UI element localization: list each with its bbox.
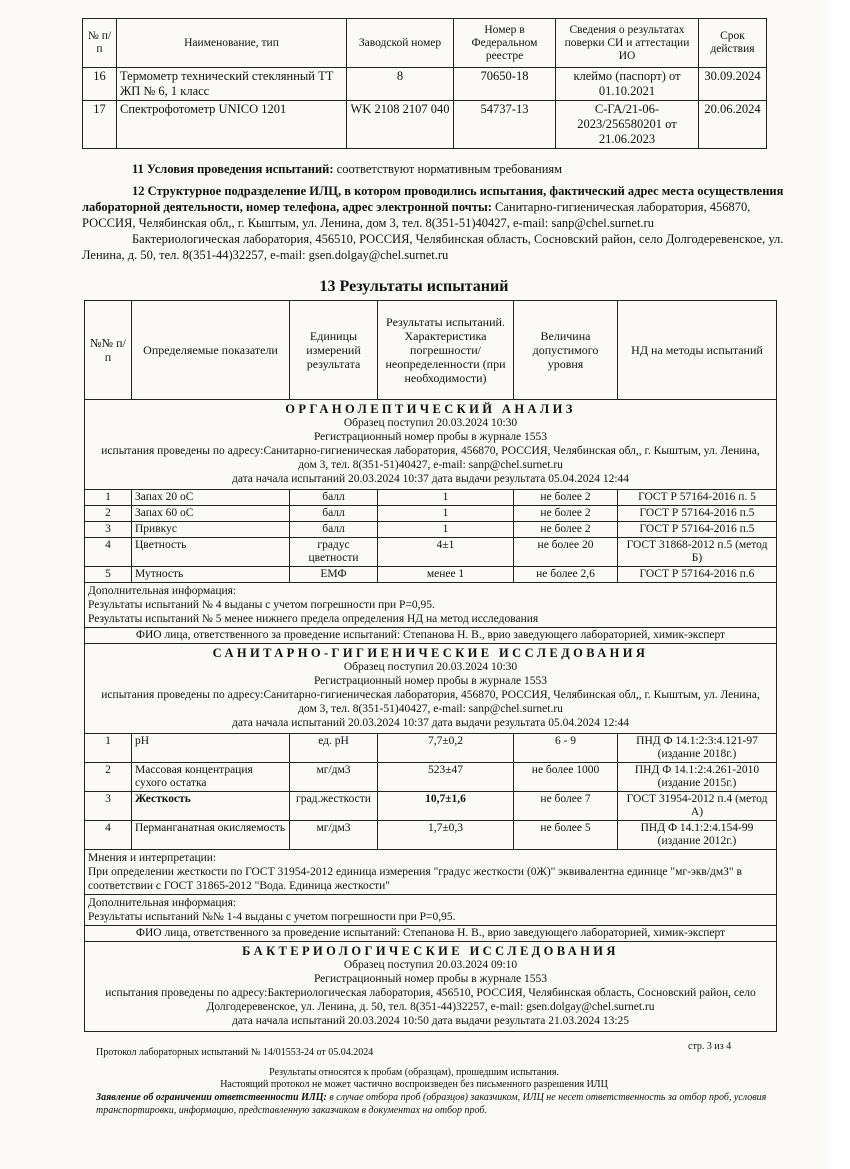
cell: не более 2 [514, 506, 618, 522]
cell: ГОСТ Р 57164-2016 п.6 [618, 567, 777, 583]
cell: 523±47 [378, 763, 514, 792]
equipment-table [82, 18, 767, 149]
table-row [85, 821, 777, 850]
cell: ГОСТ 31868-2012 п.5 (метод Б) [618, 538, 777, 567]
section-11-label: 11 Условия проведения испытаний: [132, 162, 334, 176]
table-row [83, 101, 767, 149]
registration-number: Регистрационный номер пробы в журнале 1553 [313, 431, 548, 443]
table-row [85, 522, 777, 538]
section-12-label: 12 Структурное подразделение ИЛЦ, в котором проводились испытания, фактический адрес места осуществления лабораторной деятельности, номер телефона, адрес электронной почты: [82, 184, 784, 214]
cell: ПНД Ф 14.1:2:4.261-2010 (издание 2015г.) [618, 763, 777, 792]
section-12-lab2: Бактериологическая лаборатория, 456510, РОССИЯ, Челябинская область, Сосновский район, село Долгодеревенское, ул. Ленина, д. 50, тел. 8(351-44)32257, e-mail: gsen.dolgay@chel.surnet.ru [82, 232, 784, 262]
section-bacteriological [85, 942, 777, 1032]
section-title: БАКТЕРИОЛОГИЧЕСКИЕ ИССЛЕДОВАНИЯ [242, 944, 619, 958]
table-row [83, 68, 767, 101]
cell: Перманганатная окисляемость [132, 821, 290, 850]
cell: 8 [347, 68, 454, 101]
info-line: Результаты испытаний №№ 1-4 выданы с учетом погрешности при Р=0,95. [88, 911, 456, 923]
cell: 4±1 [378, 538, 514, 567]
section-title: ОРГАНОЛЕПТИЧЕСКИЙ АНАЛИЗ [285, 402, 576, 416]
cell: 20.06.2024 [699, 101, 767, 149]
cell: ГОСТ 31954-2012 п.4 (метод А) [618, 792, 777, 821]
disclaimer-label: Заявление об ограничении ответственности ИЛЦ: [96, 1092, 327, 1103]
test-dates: дата начала испытаний 20.03.2024 10:50 дата выдачи результата 21.03.2024 13:25 [231, 1015, 630, 1027]
section-sanitary [85, 644, 777, 734]
info-line: Результаты испытаний № 4 выданы с учетом погрешности при Р=0,95. [88, 599, 435, 611]
equipment-table-header [83, 19, 767, 68]
cell: 2 [85, 763, 132, 792]
cell: 4 [85, 538, 132, 567]
cell: Термометр технический стеклянный ТТ ЖП № 6, 1 класс [117, 68, 347, 101]
disclaimer-text: в случае отбора проб (образцов) заказчиком, ИЛЦ не несет ответственность за отбор проб, условия транспортировки, информацию, представленную заказчиком в документах на отбор проб. [96, 1092, 767, 1116]
col-header: Наименование, тип [117, 19, 347, 68]
page-edge [828, 0, 850, 1169]
cell: 7,7±0,2 [378, 734, 514, 763]
info-title: Дополнительная информация: [88, 585, 237, 597]
cell: 3 [85, 522, 132, 538]
sample-received: Образец поступил 20.03.2024 09:10 [343, 959, 518, 971]
cell: 70650-18 [454, 68, 556, 101]
cell: 3 [85, 792, 132, 821]
section-organoleptic [85, 400, 777, 490]
col-header: Величина допустимого уровня [514, 301, 618, 400]
section-12-lab1: Санитарно-гигиеническая лаборатория, 456870, РОССИЯ, Челябинская обл,, г. Кыштым, ул. Ленина, дом 3, тел. 8(351-51)40427, e-mail: sanp@chel.surnet.ru [82, 200, 751, 230]
cell: Привкус [132, 522, 290, 538]
results-title: 13 Результаты испытаний [319, 278, 509, 295]
cell: клеймо (паспорт) от 01.10.2021 [556, 68, 699, 101]
cell: ЕМФ [290, 567, 378, 583]
col-header: Результаты испытаний. Характеристика погрешности/ неопределенности (при необходимости) [378, 301, 514, 400]
cell: 1 [378, 522, 514, 538]
cell: 16 [83, 68, 117, 101]
cell: WK 2108 2107 040 [347, 101, 454, 149]
section-11 [132, 161, 792, 177]
footer-line-2: Настоящий протокол не может частично воспроизведен без письменного разрешения ИЛЦ [220, 1079, 608, 1090]
cell: балл [290, 490, 378, 506]
col-header: № п/п [83, 19, 117, 68]
disclaimer [96, 1091, 808, 1117]
registration-number: Регистрационный номер пробы в журнале 1553 [313, 973, 548, 985]
cell: не более 2 [514, 522, 618, 538]
additional-info [85, 583, 777, 628]
responsible-person [85, 926, 777, 942]
cell: 1 [85, 734, 132, 763]
opinions [85, 850, 777, 895]
test-dates: дата начала испытаний 20.03.2024 10:37 дата выдачи результата 05.04.2024 12:44 [231, 473, 630, 485]
info-title: Дополнительная информация: [88, 897, 237, 909]
table-row [85, 792, 777, 821]
cell: балл [290, 506, 378, 522]
registration-number: Регистрационный номер пробы в журнале 1553 [313, 675, 548, 687]
cell: ед. pH [290, 734, 378, 763]
cell: ПНД Ф 14.1:2:4.154-99 (издание 2012г.) [618, 821, 777, 850]
col-header: Срок действия [699, 19, 767, 68]
cell: ГОСТ Р 57164-2016 п. 5 [618, 490, 777, 506]
additional-info [85, 895, 777, 926]
cell: мг/дм3 [290, 821, 378, 850]
col-header: №№ п/п [85, 301, 132, 400]
table-row [85, 506, 777, 522]
cell: 2 [85, 506, 132, 522]
test-dates: дата начала испытаний 20.03.2024 10:37 дата выдачи результата 05.04.2024 12:44 [231, 717, 630, 729]
results-table-header [85, 301, 777, 400]
cell: Спектрофотометр UNICO 1201 [117, 101, 347, 149]
sample-received: Образец поступил 20.03.2024 10:30 [343, 417, 518, 429]
cell: 6 - 9 [514, 734, 618, 763]
cell: не более 1000 [514, 763, 618, 792]
section-title: САНИТАРНО-ГИГИЕНИЧЕСКИЕ ИССЛЕДОВАНИЯ [212, 646, 649, 660]
cell: Массовая концентрация сухого остатка [132, 763, 290, 792]
col-header: Единицы измерений результата [290, 301, 378, 400]
table-row [85, 538, 777, 567]
cell: град.жесткости [290, 792, 378, 821]
test-address: испытания проведены по адресу:Санитарно-гигиеническая лаборатория, 456870, РОССИЯ, Челябинская обл,, г. Кыштым, ул. Ленина, дом 3, тел. 8(351-51)40427, e-mail: sanp@chel.surnet.ru [101, 689, 760, 715]
cell: 54737-13 [454, 101, 556, 149]
cell: 1 [85, 490, 132, 506]
col-header: Определяемые показатели [132, 301, 290, 400]
cell: менее 1 [378, 567, 514, 583]
cell: С-ГА/21-06-2023/256580201 от 21.06.2023 [556, 101, 699, 149]
cell: не более 5 [514, 821, 618, 850]
section-12 [82, 183, 787, 231]
cell: ГОСТ Р 57164-2016 п.5 [618, 506, 777, 522]
page-number: стр. 3 из 4 [688, 1041, 732, 1052]
cell: 1 [378, 506, 514, 522]
table-row [85, 763, 777, 792]
col-header: Заводской номер [347, 19, 454, 68]
opinion-text: При определении жесткости по ГОСТ 31954-2012 единица измерения "градус жесткости (0Ж)" эквивалентна единице "мг-экв/дм3" в соответствии с ГОСТ 31865-2012 "Вода. Единица жесткости" [88, 866, 742, 892]
col-header: НД на методы испытаний [618, 301, 777, 400]
cell: мг/дм3 [290, 763, 378, 792]
cell: 17 [83, 101, 117, 149]
cell: Мутность [132, 567, 290, 583]
opinion-title: Мнения и интерпретации: [88, 852, 217, 864]
cell: 1,7±0,3 [378, 821, 514, 850]
results-table [84, 300, 777, 1032]
info-line: Результаты испытаний № 5 менее нижнего предела определения НД на метод исследования [88, 613, 539, 625]
fio-text: ФИО лица, ответственного за проведение испытаний: Степанова Н. В., врио заведующего лабораторией, химик-эксперт [85, 628, 777, 644]
responsible-person [85, 628, 777, 644]
footer-line-1: Результаты относятся к пробам (образцам), прошедшим испытания. [269, 1067, 559, 1078]
cell: 5 [85, 567, 132, 583]
cell: Цветность [132, 538, 290, 567]
cell: pH [132, 734, 290, 763]
cell: балл [290, 522, 378, 538]
cell: Запах 60 оС [132, 506, 290, 522]
protocol-number: Протокол лабораторных испытаний № 14/01553-24 от 05.04.2024 [96, 1047, 374, 1058]
cell: 1 [378, 490, 514, 506]
sample-received: Образец поступил 20.03.2024 10:30 [343, 661, 518, 673]
cell: не более 20 [514, 538, 618, 567]
cell: ПНД Ф 14.1:2:3:4.121-97 (издание 2018г.) [618, 734, 777, 763]
test-address: испытания проведены по адресу:Бактериологическая лаборатория, 456510, РОССИЯ, Челябинская область, Сосновский район, село Долгодеревенское, ул. Ленина, д. 50, тел. 8(351-44)32257, e-mail: gsen.dolgay@chel.surnet.ru [105, 987, 756, 1013]
cell: ГОСТ Р 57164-2016 п.5 [618, 522, 777, 538]
cell: Жесткость [132, 792, 290, 821]
table-row [85, 490, 777, 506]
section-11-text: соответствуют нормативным требованиям [336, 162, 563, 176]
cell: не более 2 [514, 490, 618, 506]
fio-text: ФИО лица, ответственного за проведение испытаний: Степанова Н. В., врио заведующего лабораторией, химик-эксперт [85, 926, 777, 942]
test-address: испытания проведены по адресу:Санитарно-гигиеническая лаборатория, 456870, РОССИЯ, Челябинская обл,, г. Кыштым, ул. Ленина, дом 3, тел. 8(351-51)40427, e-mail: sanp@chel.surnet.ru [101, 445, 760, 471]
cell: не более 2,6 [514, 567, 618, 583]
cell: 10,7±1,6 [378, 792, 514, 821]
cell: Запах 20 оС [132, 490, 290, 506]
col-header: Номер в Федеральном реестре [454, 19, 556, 68]
cell: 30.09.2024 [699, 68, 767, 101]
cell: 4 [85, 821, 132, 850]
cell: не более 7 [514, 792, 618, 821]
table-row [85, 734, 777, 763]
cell: градус цветности [290, 538, 378, 567]
table-row [85, 567, 777, 583]
col-header: Сведения о результатах поверки СИ и аттестации ИО [556, 19, 699, 68]
